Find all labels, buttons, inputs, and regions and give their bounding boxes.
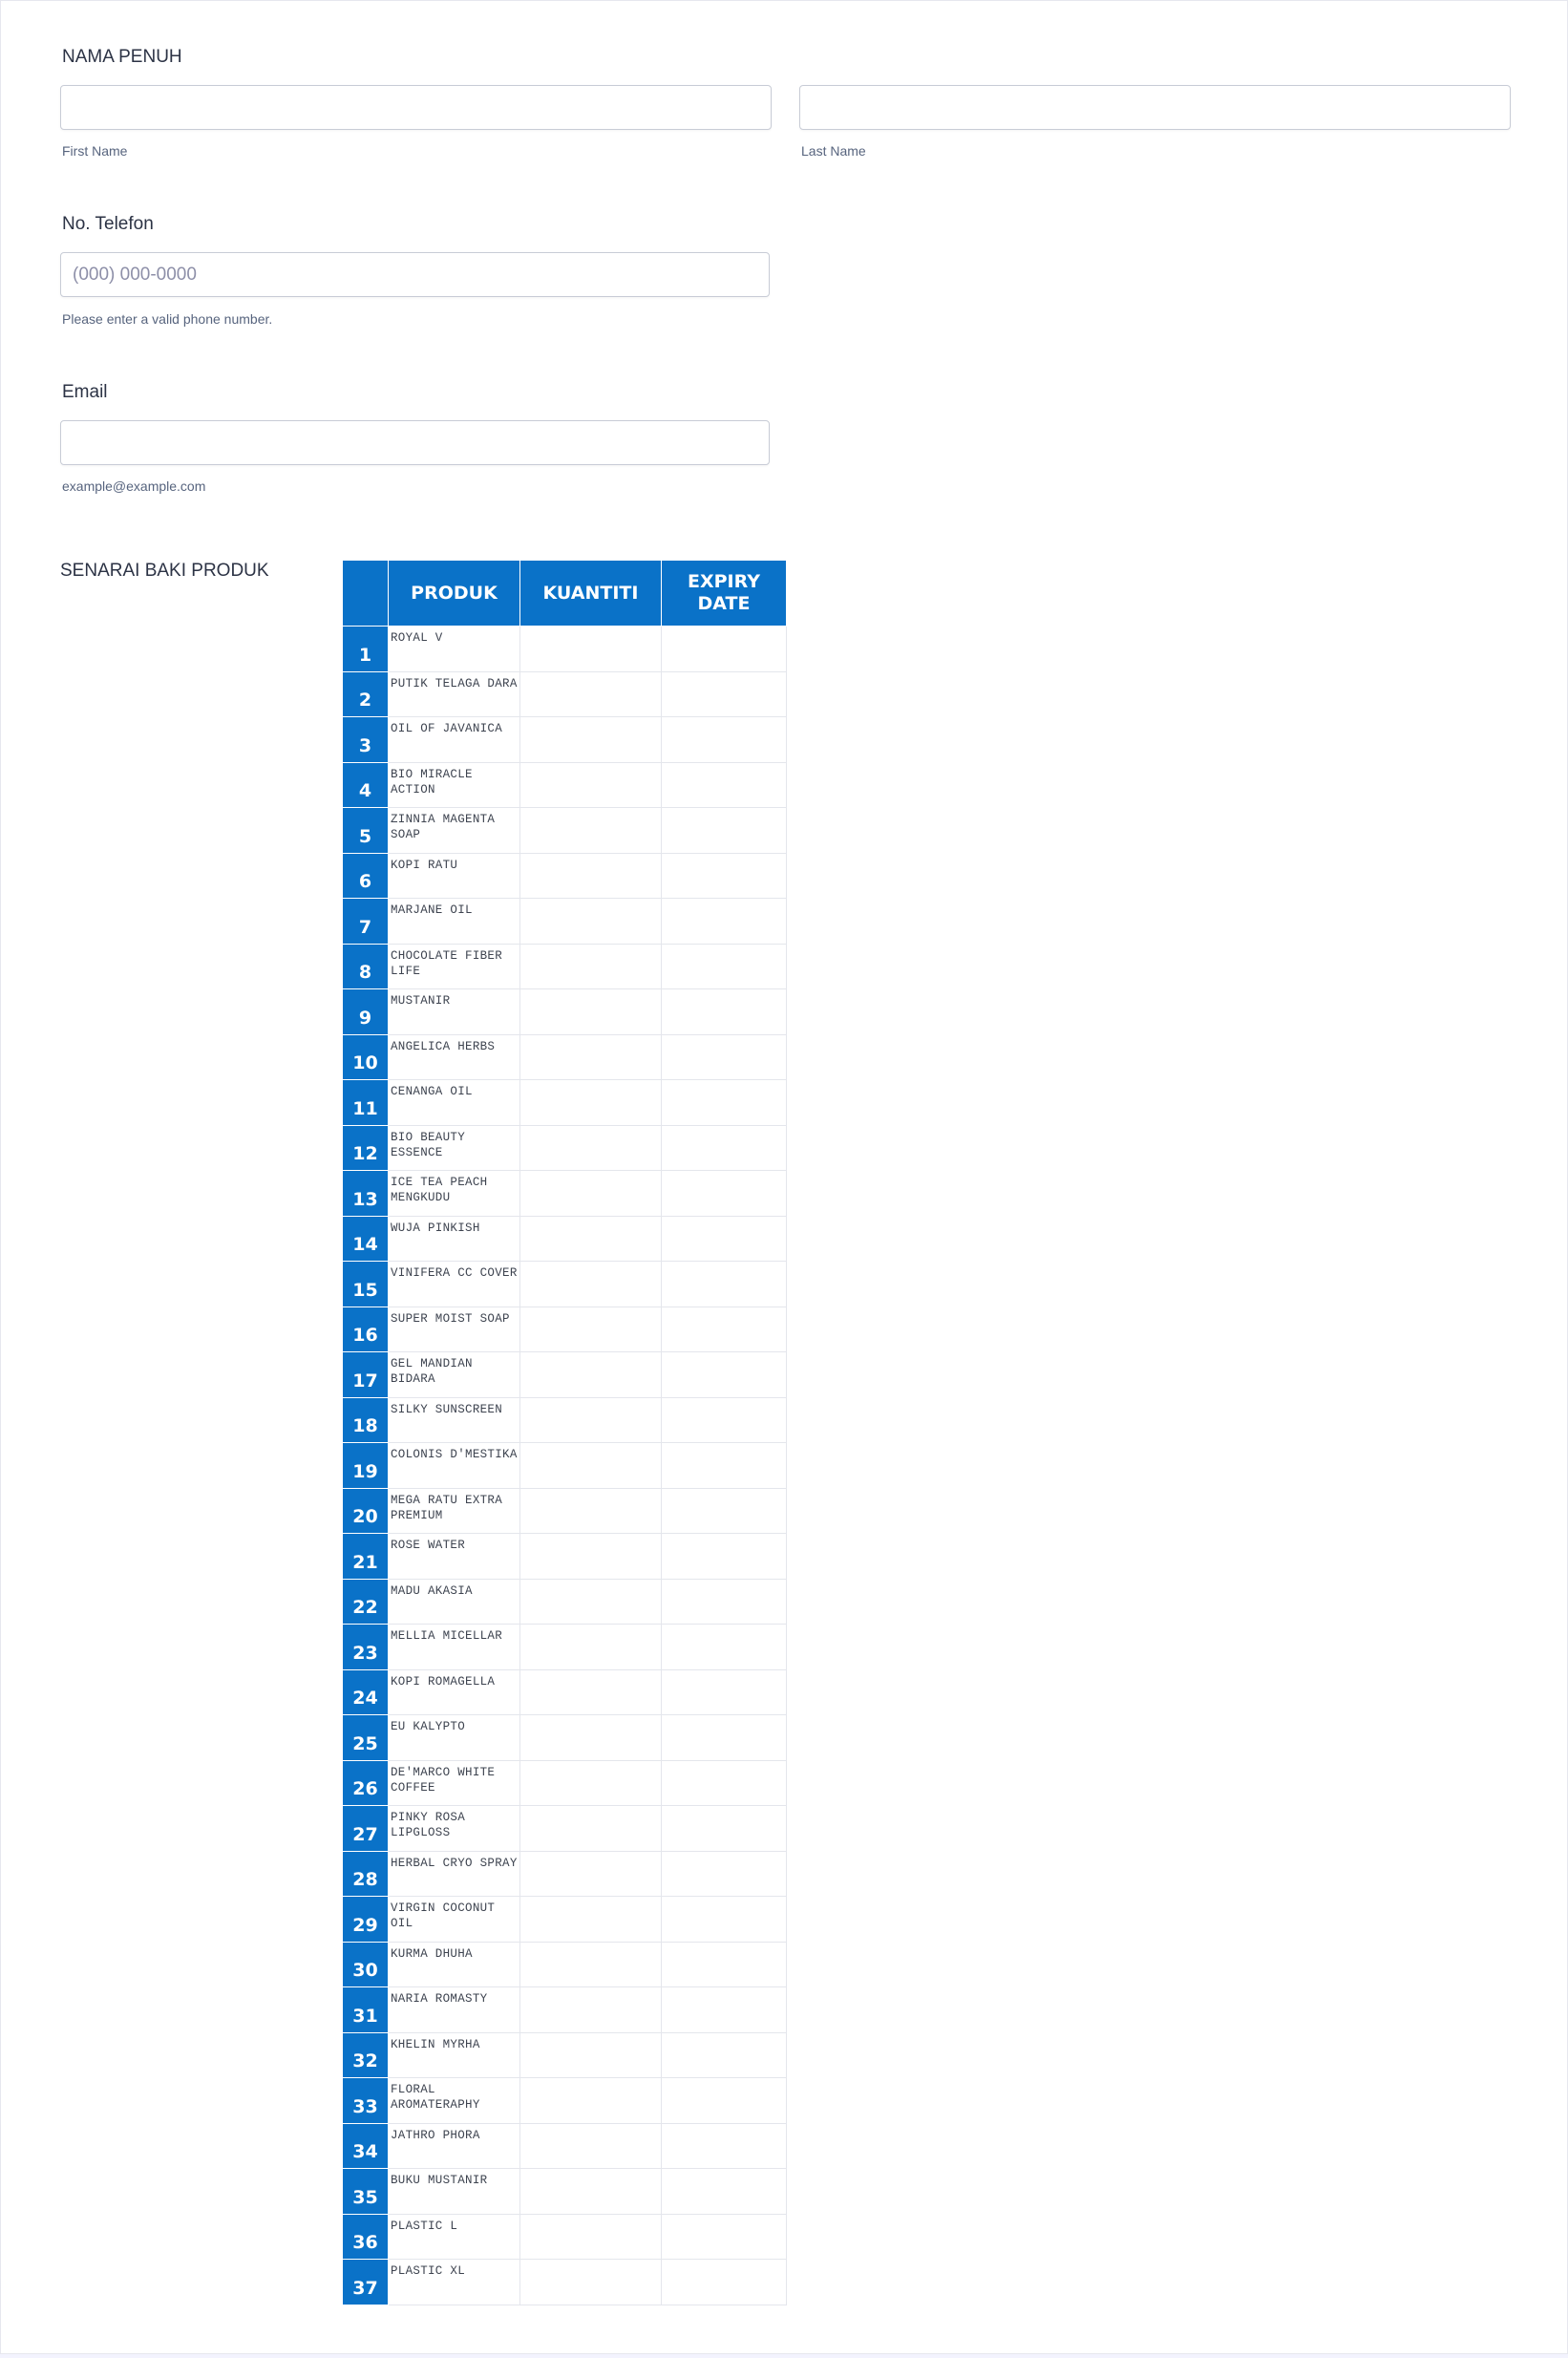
table-row xyxy=(343,1216,787,1262)
product-name-cell: KOPI ROMAGELLA xyxy=(389,1669,520,1715)
table-row xyxy=(343,1080,787,1126)
table-row xyxy=(343,2078,787,2124)
product-name-cell: HERBAL CRYO SPRAY xyxy=(389,1851,520,1897)
product-name-cell: MADU AKASIA xyxy=(389,1579,520,1625)
row-number: 13 xyxy=(343,1171,389,1217)
table-row xyxy=(343,944,787,989)
table-row xyxy=(343,2214,787,2260)
phone-sublabel: Please enter a valid phone number. xyxy=(62,311,273,327)
expiry-date-cell[interactable] xyxy=(662,1306,787,1352)
table-row xyxy=(343,1760,787,1806)
email-sublabel: example@example.com xyxy=(62,478,206,494)
table-row xyxy=(343,808,787,854)
table-row xyxy=(343,1262,787,1307)
quantity-cell[interactable] xyxy=(520,1534,662,1580)
product-name-cell: PLASTIC L xyxy=(389,2214,520,2260)
expiry-date-cell[interactable] xyxy=(662,1851,787,1897)
row-number: 9 xyxy=(343,989,389,1035)
expiry-date-cell[interactable] xyxy=(662,1715,787,1761)
quantity-cell[interactable] xyxy=(520,1171,662,1217)
expiry-date-cell[interactable] xyxy=(662,1171,787,1217)
quantity-cell[interactable] xyxy=(520,1034,662,1080)
expiry-date-cell[interactable] xyxy=(662,1034,787,1080)
quantity-cell[interactable] xyxy=(520,1216,662,1262)
row-number: 37 xyxy=(343,2260,389,2305)
expiry-date-cell[interactable] xyxy=(662,762,787,808)
table-row xyxy=(343,899,787,945)
expiry-date-cell[interactable] xyxy=(662,944,787,989)
table-row xyxy=(343,1171,787,1217)
expiry-date-cell[interactable] xyxy=(662,1897,787,1943)
row-number: 27 xyxy=(343,1806,389,1852)
quantity-cell[interactable] xyxy=(520,2260,662,2305)
row-number: 19 xyxy=(343,1443,389,1489)
row-number: 15 xyxy=(343,1262,389,1307)
product-name-cell: CENANGA OIL xyxy=(389,1080,520,1126)
product-name-cell: MELLIA MICELLAR xyxy=(389,1625,520,1670)
expiry-date-cell[interactable] xyxy=(662,717,787,763)
row-number: 4 xyxy=(343,762,389,808)
email-label: Email xyxy=(62,382,108,402)
quantity-cell[interactable] xyxy=(520,1397,662,1443)
table-row xyxy=(343,1669,787,1715)
row-number: 29 xyxy=(343,1897,389,1943)
matrix-body xyxy=(343,627,787,2305)
matrix-header-row xyxy=(343,561,787,627)
phone-label: No. Telefon xyxy=(62,214,154,234)
row-number: 16 xyxy=(343,1306,389,1352)
row-number: 35 xyxy=(343,2169,389,2215)
quantity-cell[interactable] xyxy=(520,1579,662,1625)
row-number: 14 xyxy=(343,1216,389,1262)
row-number: 25 xyxy=(343,1715,389,1761)
first-name-input[interactable] xyxy=(60,85,772,130)
table-row xyxy=(343,1488,787,1534)
row-number: 33 xyxy=(343,2078,389,2124)
quantity-cell[interactable] xyxy=(520,1942,662,1987)
first-name-sublabel: First Name xyxy=(62,143,128,159)
expiry-date-cell[interactable] xyxy=(662,671,787,717)
table-row xyxy=(343,1806,787,1852)
product-name-cell: BUKU MUSTANIR xyxy=(389,2169,520,2215)
table-row xyxy=(343,1534,787,1580)
row-number: 8 xyxy=(343,944,389,989)
full-name-label: NAMA PENUH xyxy=(62,47,182,67)
product-name-cell: DE'MARCO WHITE COFFEE xyxy=(389,1760,520,1806)
quantity-cell[interactable] xyxy=(520,1080,662,1126)
quantity-cell[interactable] xyxy=(520,627,662,672)
quantity-cell[interactable] xyxy=(520,2123,662,2169)
row-number: 20 xyxy=(343,1488,389,1534)
quantity-cell[interactable] xyxy=(520,1669,662,1715)
row-number: 18 xyxy=(343,1397,389,1443)
quantity-cell[interactable] xyxy=(520,1352,662,1398)
product-name-cell: GEL MANDIAN BIDARA xyxy=(389,1352,520,1398)
row-number: 1 xyxy=(343,627,389,672)
quantity-cell[interactable] xyxy=(520,1125,662,1171)
row-number: 24 xyxy=(343,1669,389,1715)
quantity-cell[interactable] xyxy=(520,808,662,854)
product-matrix xyxy=(342,560,787,2305)
product-name-cell: COLONIS D'MESTIKA xyxy=(389,1443,520,1489)
row-number: 26 xyxy=(343,1760,389,1806)
expiry-date-cell[interactable] xyxy=(662,1352,787,1398)
quantity-cell[interactable] xyxy=(520,1851,662,1897)
expiry-date-cell[interactable] xyxy=(662,2123,787,2169)
table-row xyxy=(343,1352,787,1398)
expiry-date-cell[interactable] xyxy=(662,1443,787,1489)
expiry-date-cell[interactable] xyxy=(662,1488,787,1534)
quantity-cell[interactable] xyxy=(520,1488,662,1534)
expiry-date-cell[interactable] xyxy=(662,2078,787,2124)
table-row xyxy=(343,1897,787,1943)
expiry-date-cell[interactable] xyxy=(662,1080,787,1126)
expiry-date-cell[interactable] xyxy=(662,2169,787,2215)
table-row xyxy=(343,717,787,763)
product-name-cell: PINKY ROSA LIPGLOSS xyxy=(389,1806,520,1852)
product-name-cell: VIRGIN COCONUT OIL xyxy=(389,1897,520,1943)
column-header-expiry-date: EXPIRY DATE xyxy=(662,561,787,627)
quantity-cell[interactable] xyxy=(520,1897,662,1943)
quantity-cell[interactable] xyxy=(520,762,662,808)
product-name-cell: JATHRO PHORA xyxy=(389,2123,520,2169)
quantity-cell[interactable] xyxy=(520,1625,662,1670)
quantity-cell[interactable] xyxy=(520,1443,662,1489)
email-input[interactable] xyxy=(60,420,770,465)
expiry-date-cell[interactable] xyxy=(662,808,787,854)
quantity-cell[interactable] xyxy=(520,1806,662,1852)
expiry-date-cell[interactable] xyxy=(662,899,787,945)
expiry-date-cell[interactable] xyxy=(662,1987,787,2033)
row-number: 31 xyxy=(343,1987,389,2033)
product-name-cell: FLORAL AROMATERAPHY xyxy=(389,2078,520,2124)
row-number: 11 xyxy=(343,1080,389,1126)
expiry-date-cell[interactable] xyxy=(662,853,787,899)
product-name-cell: MARJANE OIL xyxy=(389,899,520,945)
product-name-cell: CHOCOLATE FIBER LIFE xyxy=(389,944,520,989)
quantity-cell[interactable] xyxy=(520,2169,662,2215)
quantity-cell[interactable] xyxy=(520,1987,662,2033)
expiry-date-cell[interactable] xyxy=(662,1942,787,1987)
row-number: 2 xyxy=(343,671,389,717)
expiry-date-cell[interactable] xyxy=(662,2260,787,2305)
row-number: 22 xyxy=(343,1579,389,1625)
table-row xyxy=(343,2032,787,2078)
product-name-cell: OIL OF JAVANICA xyxy=(389,717,520,763)
quantity-cell[interactable] xyxy=(520,717,662,763)
quantity-cell[interactable] xyxy=(520,853,662,899)
expiry-date-cell[interactable] xyxy=(662,1579,787,1625)
product-name-cell: SUPER MOIST SOAP xyxy=(389,1306,520,1352)
product-name-cell: ANGELICA HERBS xyxy=(389,1034,520,1080)
product-name-cell: KURMA DHUHA xyxy=(389,1942,520,1987)
product-list-label: SENARAI BAKI PRODUK xyxy=(60,561,269,581)
row-number: 36 xyxy=(343,2214,389,2260)
product-name-cell: EU KALYPTO xyxy=(389,1715,520,1761)
table-row xyxy=(343,762,787,808)
expiry-date-cell[interactable] xyxy=(662,627,787,672)
last-name-sublabel: Last Name xyxy=(801,143,866,159)
row-number: 3 xyxy=(343,717,389,763)
table-row xyxy=(343,2123,787,2169)
quantity-cell[interactable] xyxy=(520,989,662,1035)
product-name-cell: MEGA RATU EXTRA PREMIUM xyxy=(389,1488,520,1534)
table-row xyxy=(343,1397,787,1443)
product-name-cell: VINIFERA CC COVER xyxy=(389,1262,520,1307)
matrix-corner-cell xyxy=(343,561,389,627)
product-name-cell: ZINNIA MAGENTA SOAP xyxy=(389,808,520,854)
row-number: 10 xyxy=(343,1034,389,1080)
row-number: 5 xyxy=(343,808,389,854)
product-name-cell: PUTIK TELAGA DARA xyxy=(389,671,520,717)
quantity-cell[interactable] xyxy=(520,1715,662,1761)
quantity-cell[interactable] xyxy=(520,1760,662,1806)
product-name-cell: ICE TEA PEACH MENGKUDU xyxy=(389,1171,520,1217)
product-name-cell: BIO BEAUTY ESSENCE xyxy=(389,1125,520,1171)
phone-input[interactable] xyxy=(60,252,770,297)
row-number: 30 xyxy=(343,1942,389,1987)
table-row xyxy=(343,1443,787,1489)
product-name-cell: SILKY SUNSCREEN xyxy=(389,1397,520,1443)
table-row xyxy=(343,1987,787,2033)
quantity-cell[interactable] xyxy=(520,2078,662,2124)
quantity-cell[interactable] xyxy=(520,671,662,717)
table-row xyxy=(343,2169,787,2215)
row-number: 6 xyxy=(343,853,389,899)
table-row xyxy=(343,1942,787,1987)
product-name-cell: BIO MIRACLE ACTION xyxy=(389,762,520,808)
expiry-date-cell[interactable] xyxy=(662,1760,787,1806)
table-row xyxy=(343,1034,787,1080)
expiry-date-cell[interactable] xyxy=(662,1262,787,1307)
expiry-date-cell[interactable] xyxy=(662,2032,787,2078)
product-name-cell: PLASTIC XL xyxy=(389,2260,520,2305)
row-number: 23 xyxy=(343,1625,389,1670)
expiry-date-cell[interactable] xyxy=(662,1806,787,1852)
expiry-date-cell[interactable] xyxy=(662,1534,787,1580)
row-number: 21 xyxy=(343,1534,389,1580)
expiry-date-cell[interactable] xyxy=(662,1216,787,1262)
table-row xyxy=(343,853,787,899)
table-row xyxy=(343,989,787,1035)
product-name-cell: ROSE WATER xyxy=(389,1534,520,1580)
product-name-cell: KHELIN MYRHA xyxy=(389,2032,520,2078)
row-number: 32 xyxy=(343,2032,389,2078)
quantity-cell[interactable] xyxy=(520,1262,662,1307)
row-number: 28 xyxy=(343,1851,389,1897)
expiry-date-cell[interactable] xyxy=(662,1125,787,1171)
table-row xyxy=(343,1851,787,1897)
quantity-cell[interactable] xyxy=(520,2214,662,2260)
expiry-date-cell[interactable] xyxy=(662,2214,787,2260)
table-row xyxy=(343,1579,787,1625)
row-number: 7 xyxy=(343,899,389,945)
quantity-cell[interactable] xyxy=(520,944,662,989)
quantity-cell[interactable] xyxy=(520,1306,662,1352)
product-name-cell: MUSTANIR xyxy=(389,989,520,1035)
expiry-date-cell[interactable] xyxy=(662,1397,787,1443)
row-number: 34 xyxy=(343,2123,389,2169)
table-row xyxy=(343,671,787,717)
expiry-date-cell[interactable] xyxy=(662,989,787,1035)
column-header-kuantiti: KUANTITI xyxy=(520,561,662,627)
expiry-date-cell[interactable] xyxy=(662,1669,787,1715)
expiry-date-cell[interactable] xyxy=(662,1625,787,1670)
table-row xyxy=(343,627,787,672)
row-number: 12 xyxy=(343,1125,389,1171)
product-name-cell: KOPI RATU xyxy=(389,853,520,899)
quantity-cell[interactable] xyxy=(520,2032,662,2078)
table-row xyxy=(343,1625,787,1670)
table-row xyxy=(343,1306,787,1352)
product-name-cell: NARIA ROMASTY xyxy=(389,1987,520,2033)
last-name-input[interactable] xyxy=(799,85,1511,130)
row-number: 17 xyxy=(343,1352,389,1398)
table-row xyxy=(343,1125,787,1171)
product-name-cell: ROYAL V xyxy=(389,627,520,672)
table-row xyxy=(343,1715,787,1761)
quantity-cell[interactable] xyxy=(520,899,662,945)
column-header-produk: PRODUK xyxy=(389,561,520,627)
product-name-cell: WUJA PINKISH xyxy=(389,1216,520,1262)
table-row xyxy=(343,2260,787,2305)
